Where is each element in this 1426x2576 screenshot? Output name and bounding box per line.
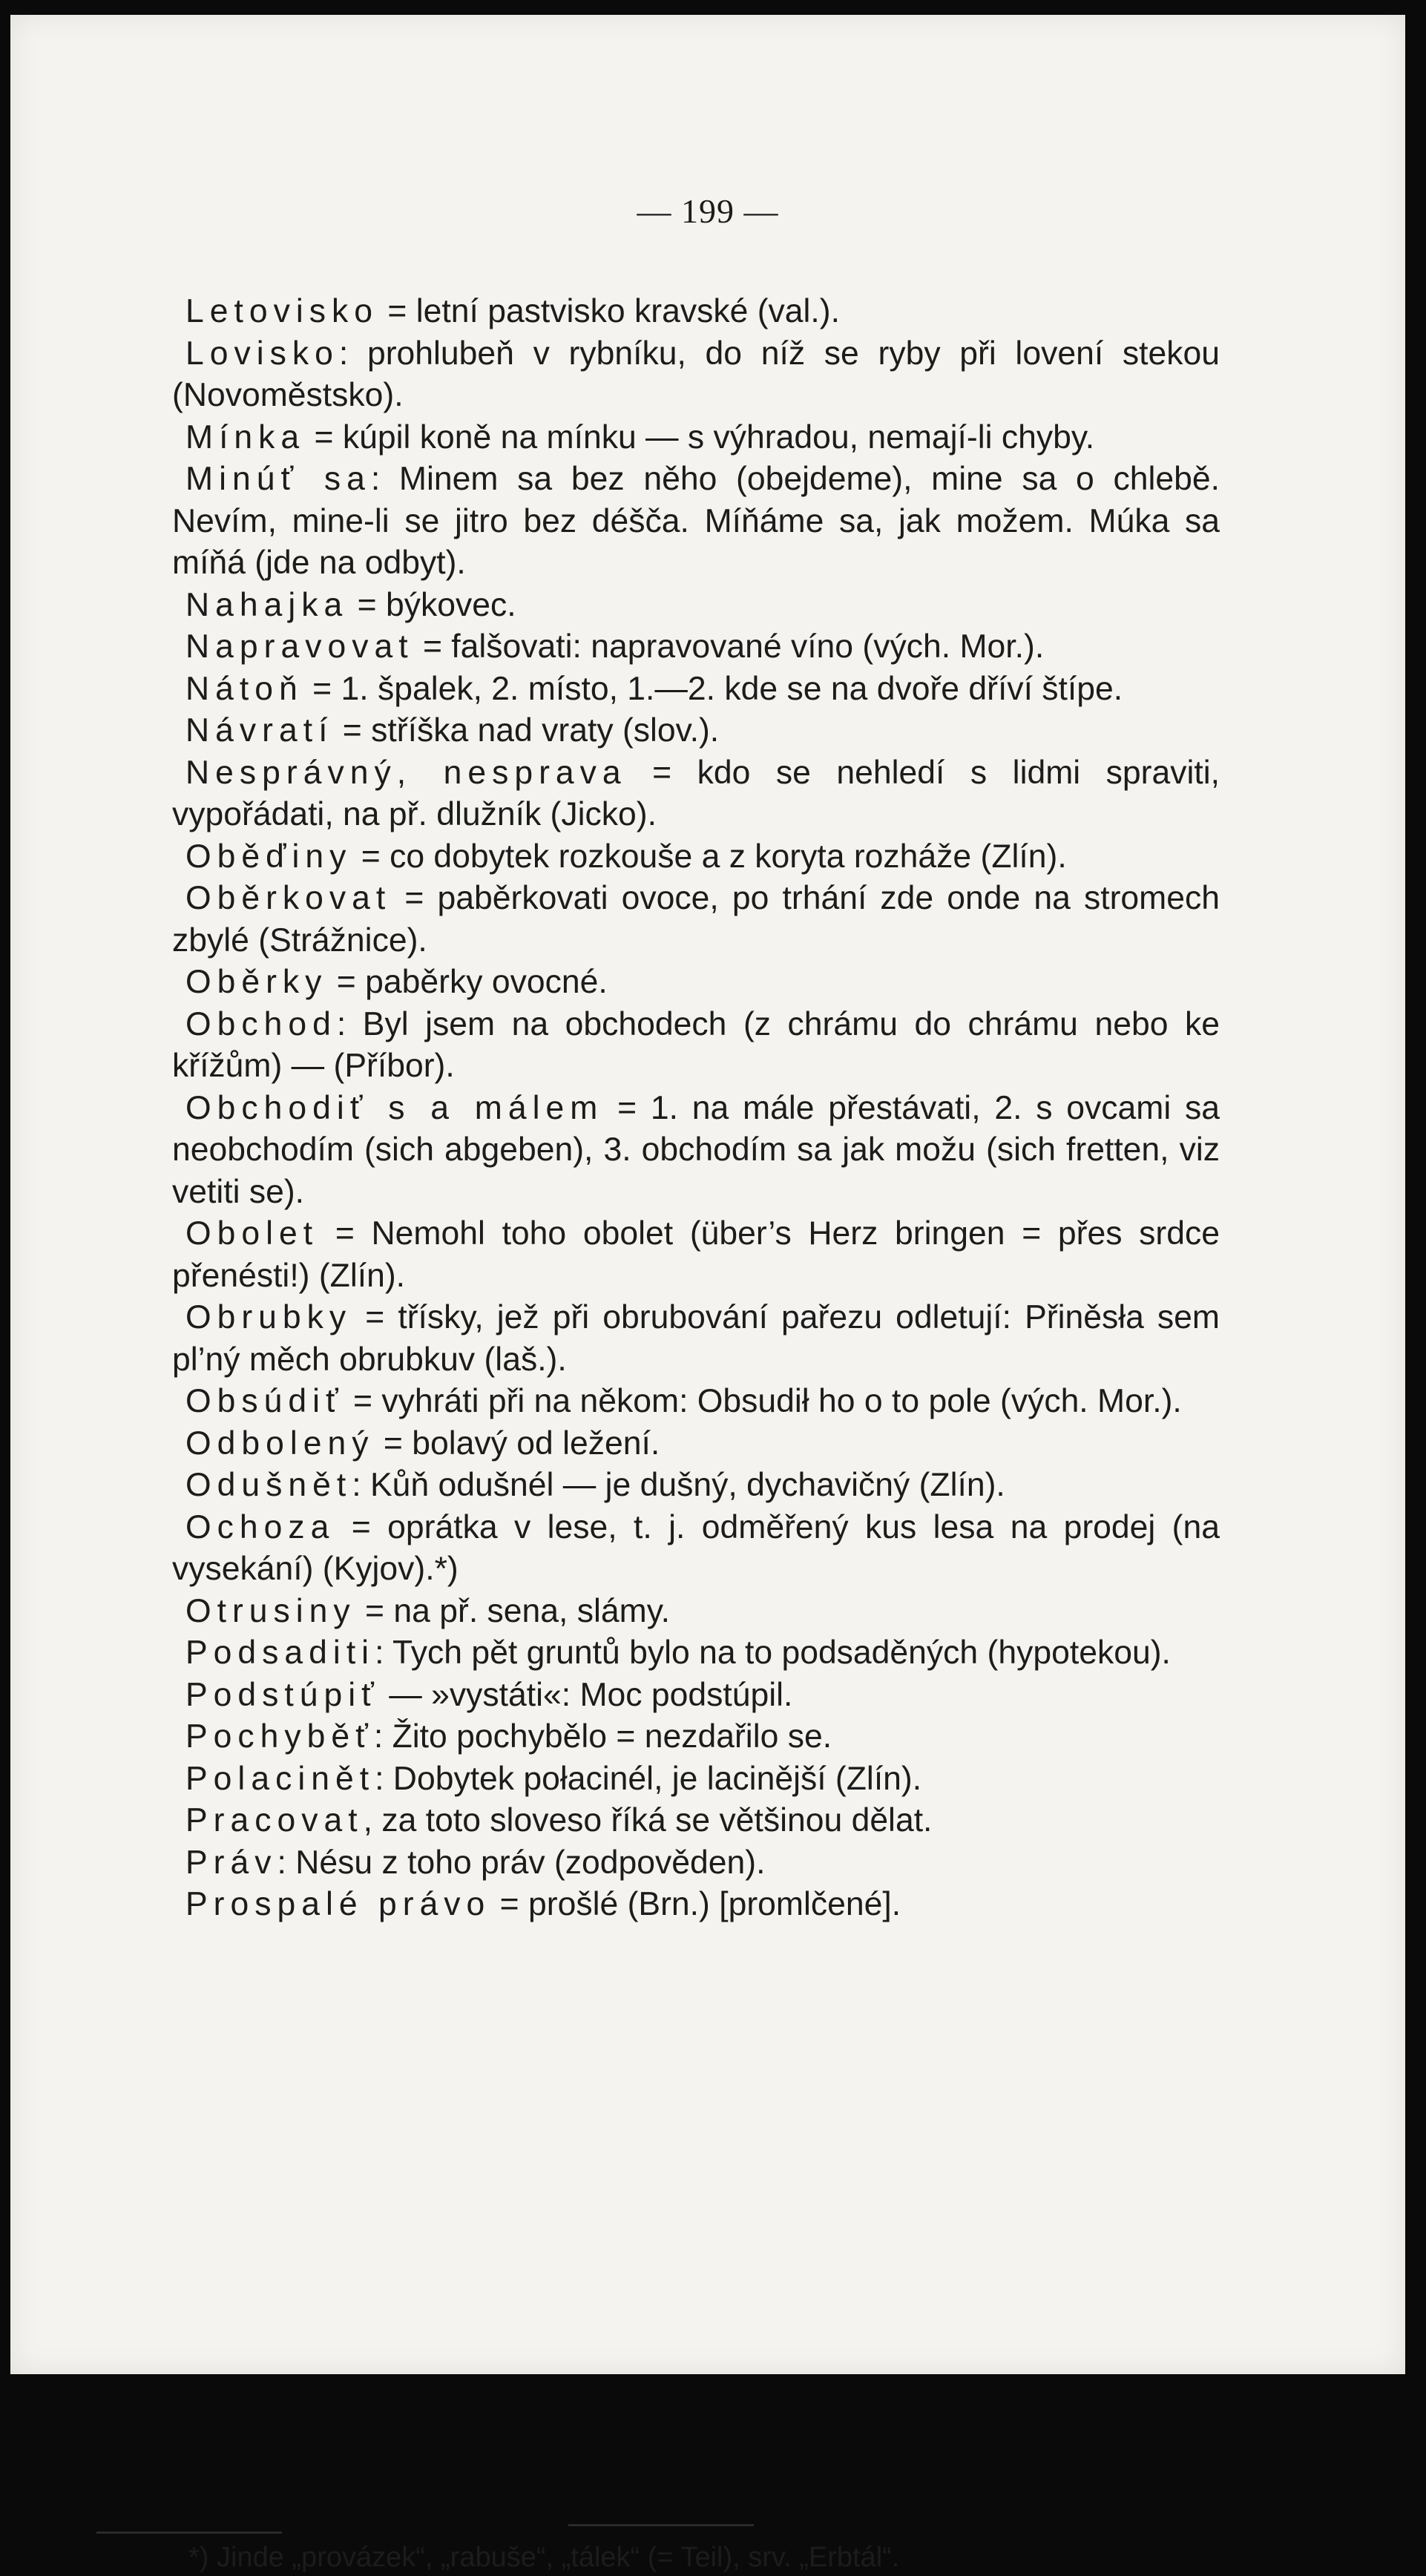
dictionary-entry [172,417,1220,459]
entry-headword: Lovisko [185,335,339,372]
dictionary-entry [172,459,1220,585]
dictionary-entry [172,1381,1220,1423]
entry-headword: Oběrky [185,964,328,1000]
entry-definition: = paběrkovati ovoce, po trhání zde onde na stromech zbylé (Strážnice). [172,880,1220,959]
entry-headword: Ochoza [185,1508,335,1545]
dictionary-entry [172,1632,1220,1675]
dictionary-entry [172,836,1220,878]
dictionary-entry [172,710,1220,752]
dictionary-entry [172,1675,1220,1717]
dictionary-entry [172,752,1220,836]
entry-definition: = co dobytek rozkouše a z koryta rozháže (Zlín). [352,838,1067,875]
entry-headword: Obchod [185,1005,337,1042]
entry-headword: Oběrkovat [185,880,392,916]
entry-definition: : Minem sa bez něho (obejdeme), mine sa o chlebě. Nevím, mine-li se jitro bez déšča. Míňáme sa, jak možem. Múka sa míňá (jde na odbyt). [172,461,1220,581]
entry-definition: = bolavý od ležení. [374,1425,660,1462]
entry-headword: Obsúdiť [185,1383,344,1419]
entry-headword: Mínka [185,418,306,456]
entry-definition: = falšovati: napravované víno (vých. Mor.). [413,628,1045,665]
entry-definition: = oprátka v lese, t. j. odměřený kus lesa na prodej (na vysekání) (Kyjov).*) [172,1508,1220,1587]
entry-headword: Minúť sa [185,461,371,497]
dictionary-entry [172,1423,1220,1465]
footnote: *) Jinde „provázek“, „rabuše“, „tálek“ (= Teil), srv. „Erbtál“. [188,2542,900,2573]
entry-headword: Nátoň [185,670,303,707]
dictionary-entry [172,1088,1220,1214]
entry-headword: Napravovat [185,628,414,665]
dictionary-entry [172,1800,1220,1842]
dictionary-entry [172,1716,1220,1758]
dictionary-entry [172,1297,1220,1381]
entry-headword: Práv [185,1844,277,1881]
entry-definition: = prošlé (Brn.) [promlčené]. [490,1886,901,1922]
entry-definition: = stříška nad vraty (slov.). [333,712,720,749]
entry-headword: Oběďiny [185,838,352,875]
footnote-rule-left [96,2531,282,2534]
entry-headword: Letovisko [185,293,378,329]
entry-definition: — »vystáti«: Moc podstúpil. [379,1676,793,1713]
entry-headword: Polacinět [185,1760,375,1797]
entry-definition: = 1. na mále přestávati, 2. s ovcami sa neobchodím (sich abgeben), 3. obchodím sa jak možu (sich fretten, viz vetiti se). [172,1089,1220,1210]
entry-headword: Podsaditi [185,1634,375,1671]
book-page [10,15,1405,2573]
entry-definition: : Žito pochybělo = nezdařilo se. [373,1718,832,1755]
dictionary-entry [172,1465,1220,1507]
entry-headword: Prospalé právo [185,1886,491,1922]
entry-headword: Pochyběť [185,1718,374,1755]
entry-definition: = třísky, jež při obrubování pařezu odletují: Přiněsła sem pl’ný měch obrubkuv (laš.). [172,1299,1220,1378]
entry-definition: : Dobytek połacinél, je lacinější (Zlín). [375,1760,922,1797]
entry-headword: Návratí [185,712,334,749]
entry-definition: = vyhráti při na někom: Obsudił ho o to pole (vých. Mor.). [344,1383,1182,1419]
entry-definition: : Tych pět gruntů bylo na to podsaděných (hypotekou). [375,1634,1171,1671]
dictionary-entry [172,1213,1220,1297]
entry-headword: Nesprávný, nesprava [185,754,627,791]
entry-headword: Obolet [185,1215,319,1252]
dictionary-entry [172,585,1220,627]
dictionary-entries [172,291,1220,1926]
dictionary-entry [172,333,1220,417]
entry-definition: : Byl jsem na obchodech (z chrámu do chrámu nebo ke křížům) — (Příbor). [172,1005,1220,1084]
entry-definition: , za toto sloveso říká se většinou dělat. [363,1802,933,1839]
dictionary-entry [172,878,1220,962]
entry-definition: = na př. sena, slámy. [355,1592,671,1629]
entry-definition: = paběrky ovocné. [327,964,608,1000]
entry-definition: = kúpil koně na mínku — s výhradou, nemají-li chyby. [305,418,1095,456]
dictionary-entry [172,1507,1220,1591]
entry-headword: Otrusiny [185,1592,356,1629]
entry-definition: = kdo se nehledí s lidmi spraviti, vypořádati, na př. dlužník (Jicko). [172,754,1220,832]
dictionary-entry [172,291,1220,333]
dictionary-entry [172,1842,1220,1885]
entry-definition: = 1. špalek, 2. místo, 1.—2. kde se na dvoře dříví štípe. [303,670,1123,707]
dictionary-entry [172,1591,1220,1633]
entry-definition: = Nemohl toho obolet (über’s Herz bringen = přes srdce přenésti!) (Zlín). [172,1215,1220,1294]
footnote-rule-center [568,2524,754,2526]
entry-definition: : Kůň odušnél — je dušný, dychavičný (Zlín). [352,1467,1005,1503]
entry-headword: Podstúpiť [185,1676,380,1713]
entry-headword: Odušnět [185,1467,352,1503]
entry-headword: Odbolený [185,1425,375,1462]
dictionary-entry [172,1884,1220,1926]
entry-headword: Obrubky [185,1299,352,1335]
entry-definition: = letní pastvisko kravské (val.). [378,293,840,329]
dictionary-entry [172,1758,1220,1801]
entry-definition: : prohlubeň v rybníku, do níž se ryby při lovení stekou (Novoměstsko). [172,335,1220,413]
dictionary-entry [172,962,1220,1004]
entry-definition: = býkovec. [348,586,516,623]
dictionary-entry [172,1004,1220,1088]
entry-headword: Obchodiť s a málem [185,1089,604,1126]
entry-definition: : Nésu z toho práv (zodpověden). [277,1844,766,1881]
entry-headword: Pracovat [185,1802,364,1839]
page-number: — 199 — [637,192,779,230]
dictionary-entry [172,626,1220,668]
entry-headword: Nahajka [185,586,349,623]
dictionary-entry [172,668,1220,711]
